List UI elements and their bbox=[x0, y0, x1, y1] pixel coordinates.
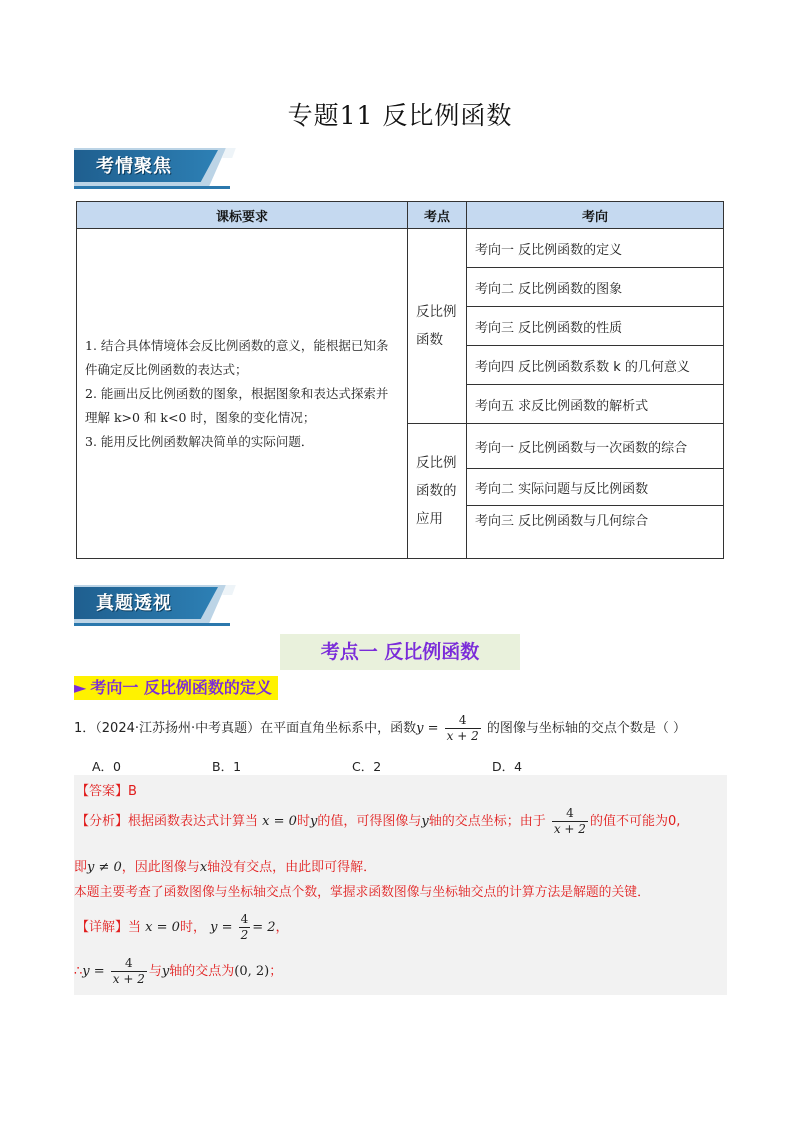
section-banner-exam-focus bbox=[74, 148, 230, 190]
point-cell: 反比例函数 bbox=[408, 229, 467, 424]
header-point: 考点 bbox=[408, 202, 467, 229]
option-b: B．1 bbox=[212, 759, 242, 774]
conclusion-line: ∴y = $\frac{4}{x + 2}$ 与y轴的交点为(0, 2)； bbox=[74, 956, 283, 986]
direction-cell: 考向三 反比例函数与几何综合 bbox=[467, 506, 724, 559]
fraction: $\frac{4}{x + 2}$ bbox=[446, 713, 479, 743]
fraction: $\frac{4}{x + 2}$ bbox=[112, 956, 145, 986]
summary-line: 本题主要考查了函数图像与坐标轴交点个数，掌握求函数图像与坐标轴交点的计算方法是解题的关键． bbox=[74, 885, 650, 900]
function-lhs: y = bbox=[416, 721, 439, 736]
question-1: 1．（2024·江苏扬州·中考真题）在平面直角坐标系中，函数y = $\frac{4}{x + 2}$ 的图像与坐标轴的交点个数是（ ） bbox=[74, 713, 687, 743]
direction-cell: 考向三 反比例函数的性质 bbox=[467, 307, 724, 346]
section-banner-real-exams bbox=[74, 585, 230, 627]
direction-cell: 考向五 求反比例函数的解析式 bbox=[467, 385, 724, 424]
page-title: 专题11 反比例函数 bbox=[287, 101, 513, 130]
direction-cell: 考向四 反比例函数系数 k 的几何意义 bbox=[467, 346, 724, 385]
header-standard: 课标要求 bbox=[77, 202, 408, 229]
direction-cell: 考向二 反比例函数的图象 bbox=[467, 268, 724, 307]
exam-direction-label: 考向一 反比例函数的定义 bbox=[90, 678, 272, 697]
direction-cell: 考向一 反比例函数与一次函数的综合 bbox=[467, 424, 724, 469]
fraction: $\frac{4}{x + 2}$ bbox=[553, 806, 586, 836]
exam-direction-heading bbox=[74, 676, 278, 700]
option-a: A．0 bbox=[92, 759, 122, 774]
detail-line: 【详解】当 x = 0时， y = $\frac{4}{2}$ = 2， bbox=[76, 912, 289, 942]
table-header-row bbox=[77, 202, 724, 229]
banner-label: 考情聚焦 bbox=[96, 156, 172, 177]
direction-cell: 考向二 实际问题与反比例函数 bbox=[467, 469, 724, 506]
fraction: $\frac{4}{2}$ bbox=[240, 912, 249, 942]
standard-item: 1. 结合具体情境体会反比例函数的意义，能根据已知条件确定反比例函数的表达式； bbox=[85, 337, 389, 377]
banner-label: 真题透视 bbox=[96, 593, 172, 614]
analysis-line-1: 【分析】根据函数表达式计算当 x = 0时y的值，可得图像与y轴的交点坐标；由于 $\frac{4}{x + 2}$ 的值不可能为0, bbox=[76, 806, 681, 836]
standard-item: 3. 能用反比例函数解决简单的实际问题． bbox=[85, 433, 314, 449]
standard-item: 2. 能画出反比例函数的图象，根据图象和表达式探索并理解 k>0 和 k<0 时，图象的变化情况； bbox=[85, 385, 389, 425]
exam-point-heading: 考点一 反比例函数 bbox=[280, 634, 520, 670]
analysis-line-2: 即y ≠ 0，因此图像与x轴没有交点，由此即可得解． bbox=[74, 860, 377, 875]
answer-line: 【答案】B bbox=[76, 784, 137, 799]
point-cell: 反比例函数的应用 bbox=[408, 424, 467, 559]
header-direction: 考向 bbox=[467, 202, 724, 229]
triangle-pointer-icon: ► bbox=[74, 678, 87, 697]
option-d: D．4 bbox=[492, 759, 523, 774]
requirements-table bbox=[76, 201, 724, 559]
option-c: C．2 bbox=[352, 759, 382, 774]
standards-cell bbox=[77, 229, 408, 559]
direction-cell: 考向一 反比例函数的定义 bbox=[467, 229, 724, 268]
